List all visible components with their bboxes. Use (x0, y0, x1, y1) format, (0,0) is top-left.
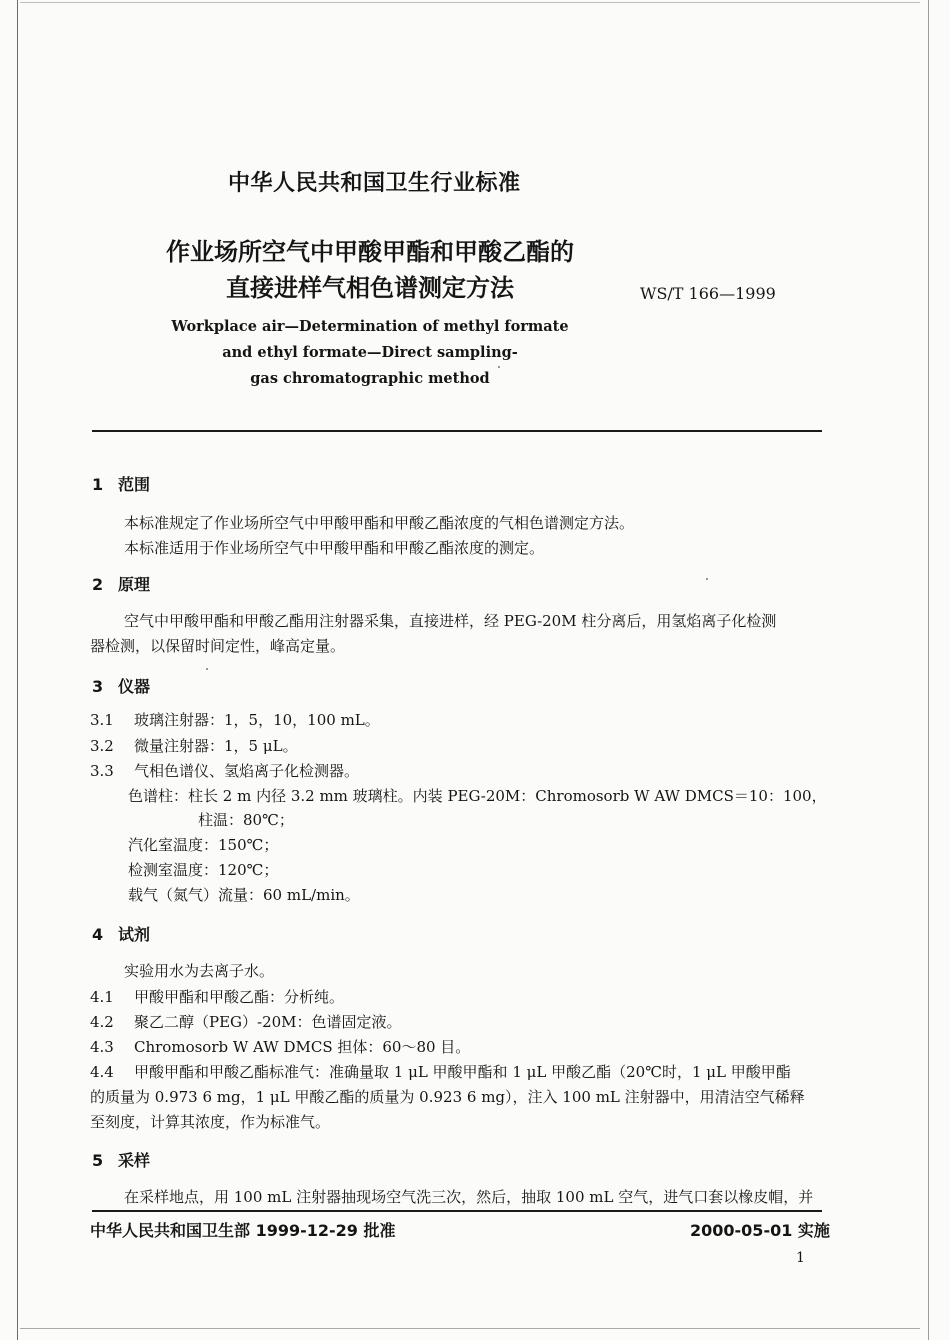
item-3-1 (90, 709, 380, 730)
item-4-1 (90, 986, 344, 1007)
section-1-heading (92, 472, 150, 495)
item-number: 4.4 (90, 1063, 114, 1081)
item-text: 聚乙二醇（PEG）-20M：色谱固定液。 (134, 1013, 402, 1031)
column-temperature: 柱温：80℃； (198, 811, 294, 829)
english-title-line-3: gas chromatographic method (250, 370, 490, 387)
section-5-paragraph-line-1: 在采样地点，用 100 mL 注射器抽现场空气洗三次，然后，抽取 100 mL 空气，进气口套以橡皮帽，并 (124, 1188, 814, 1206)
item-3-3 (90, 760, 359, 781)
item-number: 3.2 (90, 737, 114, 755)
page-number: 1 (796, 1250, 805, 1266)
item-text: 玻璃注射器：1，5，10，100 mL。 (134, 711, 380, 729)
section-number: 1 (92, 475, 104, 494)
item-3-2 (90, 735, 298, 756)
approval-line: 中华人民共和国卫生部 1999-12-29 批准 (90, 1221, 396, 1240)
section-title: 仪器 (118, 677, 151, 696)
section-3-heading (92, 674, 150, 697)
item-text: 微量注射器：1，5 μL。 (134, 737, 298, 755)
item-number: 4.3 (90, 1038, 114, 1056)
footer-divider (92, 1210, 822, 1212)
section-1-paragraph-1: 本标准规定了作业场所空气中甲酸甲酯和甲酸乙酯浓度的气相色谱测定方法。 (124, 514, 635, 532)
scan-speck (206, 668, 208, 670)
item-4-4-line-3: 至刻度，计算其浓度，作为标准气。 (90, 1113, 331, 1131)
scan-edge-left (17, 0, 18, 1340)
item-text: 气相色谱仪、氢焰离子化检测器。 (134, 762, 360, 780)
vaporizer-temperature: 汽化室温度：150℃； (128, 836, 279, 854)
scan-edge-top (20, 2, 920, 3)
section-number: 4 (92, 925, 104, 944)
chinese-title-line-1: 作业场所空气中甲酸甲酯和甲酸乙酯的 (166, 238, 574, 266)
section-number: 5 (92, 1151, 104, 1170)
section-number: 2 (92, 575, 104, 594)
item-4-4-line-2: 的质量为 0.973 6 mg，1 μL 甲酸乙酯的质量为 0.923 6 mg），注入 100 mL 注射器中，用清洁空气稀释 (90, 1088, 805, 1106)
item-4-2 (90, 1011, 402, 1032)
section-title: 采样 (118, 1151, 151, 1170)
item-text: Chromosorb W AW DMCS 担体：60～80 目。 (134, 1038, 471, 1056)
chinese-title-line-2: 直接进样气相色谱测定方法 (226, 274, 514, 302)
item-4-4-line-1 (90, 1061, 791, 1082)
effective-date: 2000-05-01 实施 (690, 1221, 830, 1240)
english-title-line-2: and ethyl formate—Direct sampling- (222, 344, 518, 361)
column-spec: 色谱柱：柱长 2 m 内径 3.2 mm 玻璃柱。内装 PEG-20M：Chromosorb W AW DMCS＝10：100， (128, 787, 827, 805)
section-2-paragraph-line-1: 空气中甲酸甲酯和甲酸乙酯用注射器采集，直接进样，经 PEG-20M 柱分离后，用氢焰离子化检测 (124, 612, 777, 630)
header-divider (92, 430, 822, 432)
section-4-intro: 实验用水为去离子水。 (124, 962, 275, 980)
item-text: 甲酸甲酯和甲酸乙酯：分析纯。 (134, 988, 345, 1006)
carrier-gas-flow: 载气（氮气）流量：60 mL/min。 (128, 886, 360, 904)
scan-speck (706, 578, 708, 580)
item-number: 3.3 (90, 762, 114, 780)
item-4-3 (90, 1036, 470, 1057)
item-number: 4.1 (90, 988, 114, 1006)
section-1-paragraph-2: 本标准适用于作业场所空气中甲酸甲酯和甲酸乙酯浓度的测定。 (124, 539, 545, 557)
section-title: 试剂 (118, 925, 151, 944)
scan-edge-right (928, 0, 929, 1340)
issuing-organization: 中华人民共和国卫生行业标准 (228, 171, 521, 196)
scan-speck (498, 366, 500, 368)
scan-edge-bottom (20, 1328, 920, 1329)
section-2-heading (92, 572, 150, 595)
section-number: 3 (92, 677, 104, 696)
section-2-paragraph-line-2: 器检测，以保留时间定性，峰高定量。 (90, 637, 346, 655)
item-text: 甲酸甲酯和甲酸乙酯标准气：准确量取 1 μL 甲酸甲酯和 1 μL 甲酸乙酯（20℃时，1 μL 甲酸甲酯 (134, 1063, 791, 1081)
section-title: 范围 (118, 475, 151, 494)
section-4-heading (92, 922, 150, 945)
section-5-heading (92, 1148, 150, 1171)
section-title: 原理 (118, 575, 151, 594)
standard-code: WS/T 166—1999 (640, 284, 776, 303)
english-title-line-1: Workplace air—Determination of methyl formate (171, 318, 569, 335)
item-number: 3.1 (90, 711, 114, 729)
detector-temperature: 检测室温度：120℃； (128, 861, 279, 879)
item-number: 4.2 (90, 1013, 114, 1031)
